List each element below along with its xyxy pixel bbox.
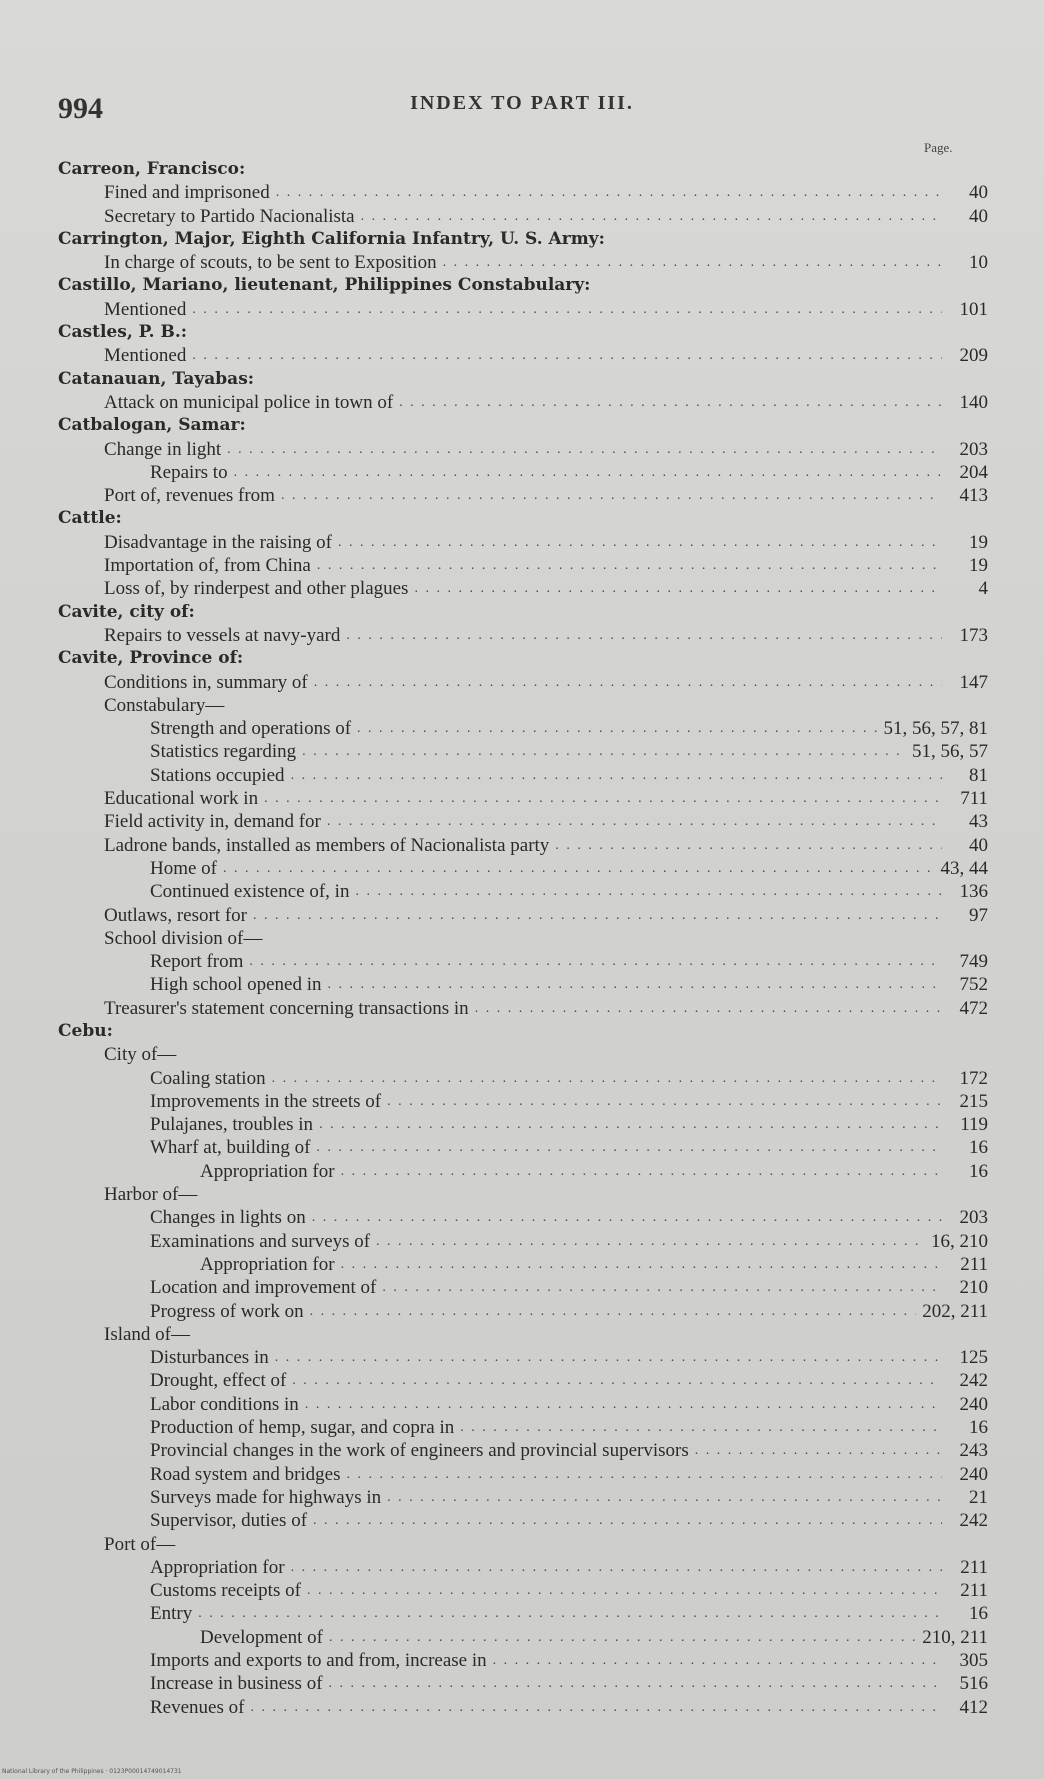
entry-text: Imports and exports to and from, increase in bbox=[150, 1650, 487, 1671]
entry-text: Castles, P. B.: bbox=[58, 322, 188, 343]
page-number: 994 bbox=[58, 92, 103, 125]
entry-page: 16 bbox=[969, 1137, 988, 1159]
entry-page: 97 bbox=[969, 904, 988, 926]
index-entry bbox=[58, 1230, 988, 1253]
leader-dots bbox=[355, 880, 942, 903]
running-title: INDEX TO PART III. bbox=[410, 92, 634, 114]
index-entry bbox=[58, 251, 988, 274]
entry-page: 173 bbox=[959, 624, 988, 646]
index-heading bbox=[58, 507, 988, 530]
leader-dots bbox=[307, 1579, 942, 1602]
entry-page: 147 bbox=[959, 671, 988, 693]
index-entry bbox=[58, 554, 988, 577]
entry-page: 516 bbox=[959, 1673, 988, 1695]
leader-dots bbox=[276, 181, 942, 204]
leader-dots bbox=[223, 857, 934, 880]
entry-page: 752 bbox=[959, 974, 988, 996]
entry-page: 240 bbox=[959, 1393, 988, 1415]
index-entry bbox=[58, 181, 988, 204]
entry-text: Entry bbox=[150, 1603, 193, 1625]
page-column-label: Page. bbox=[924, 140, 953, 155]
leader-dots bbox=[317, 554, 942, 577]
entry-page: 16, 210 bbox=[931, 1230, 988, 1252]
index-entry bbox=[58, 1113, 988, 1136]
entry-page: 749 bbox=[959, 951, 988, 973]
index-entry bbox=[58, 1160, 988, 1183]
entry-text: Importation of, from China bbox=[104, 555, 311, 577]
entry-page: 215 bbox=[959, 1090, 988, 1112]
index-entry bbox=[58, 787, 988, 810]
entry-text: Strength and operations of bbox=[150, 718, 352, 740]
entry-page: 413 bbox=[959, 485, 988, 507]
entry-text: Home of bbox=[150, 857, 218, 879]
entry-page: 172 bbox=[959, 1067, 988, 1089]
entry-text: Conditions in, summary of bbox=[104, 671, 308, 693]
entry-text: Appropriation for bbox=[200, 1160, 335, 1182]
leader-dots bbox=[346, 624, 942, 647]
entry-text: Drought, effect of bbox=[150, 1370, 287, 1392]
index-entry bbox=[58, 671, 988, 694]
index-entry bbox=[58, 1509, 988, 1532]
entry-page: 40 bbox=[969, 834, 988, 856]
entry-page: 81 bbox=[969, 764, 988, 786]
leader-dots bbox=[327, 810, 942, 833]
entry-page: 101 bbox=[959, 298, 988, 320]
entry-text: Cattle: bbox=[58, 508, 122, 529]
entry-text: Road system and bridges bbox=[150, 1463, 341, 1485]
entry-page: 202, 211 bbox=[922, 1300, 988, 1322]
index-entry bbox=[58, 577, 988, 600]
leader-dots bbox=[319, 1113, 942, 1136]
entry-text: Appropriation for bbox=[200, 1253, 335, 1275]
leader-dots bbox=[695, 1439, 942, 1462]
entry-page: 203 bbox=[959, 438, 988, 460]
index-entry bbox=[58, 1253, 988, 1276]
leader-dots bbox=[310, 1300, 917, 1323]
index-entry bbox=[58, 1556, 988, 1579]
entry-text: Continued existence of, in bbox=[150, 881, 350, 903]
leader-dots bbox=[329, 1672, 942, 1695]
index-entry bbox=[58, 857, 988, 880]
index-entry bbox=[58, 1602, 988, 1625]
entry-text: Outlaws, resort for bbox=[104, 904, 247, 926]
index-entry bbox=[58, 531, 988, 554]
index-entry bbox=[58, 1090, 988, 1113]
entry-page: 242 bbox=[959, 1370, 988, 1392]
entry-text: Field activity in, demand for bbox=[104, 811, 321, 833]
index-entry bbox=[58, 1463, 988, 1486]
leader-dots bbox=[275, 1346, 942, 1369]
entry-page: 43 bbox=[969, 811, 988, 833]
entry-text: Statistics regarding bbox=[150, 741, 297, 763]
entry-text: Disadvantage in the raising of bbox=[104, 531, 332, 553]
entry-text: Catbalogan, Samar: bbox=[58, 415, 246, 436]
index-heading bbox=[58, 228, 988, 251]
index-entry bbox=[58, 1486, 988, 1509]
entry-text: Development of bbox=[200, 1626, 323, 1648]
entry-text: Disturbances in bbox=[150, 1347, 269, 1369]
entry-text: Castillo, Mariano, lieutenant, Philippines Constabulary: bbox=[58, 275, 591, 296]
index-entry bbox=[58, 997, 988, 1020]
index-entry bbox=[58, 764, 988, 787]
entry-text: Carrington, Major, Eighth California Infantry, U. S. Army: bbox=[58, 228, 605, 249]
index-entry bbox=[58, 484, 988, 507]
index-entry bbox=[58, 810, 988, 833]
entry-page: 136 bbox=[959, 881, 988, 903]
index-heading bbox=[58, 368, 988, 391]
index-entry bbox=[58, 927, 988, 950]
index-entry bbox=[58, 973, 988, 996]
leader-dots bbox=[555, 834, 942, 857]
index-entry bbox=[58, 1043, 988, 1066]
entry-text: Wharf at, building of bbox=[150, 1137, 311, 1159]
entry-text: Mentioned bbox=[104, 345, 187, 367]
entry-text: Production of hemp, sugar, and copra in bbox=[150, 1417, 455, 1439]
leader-dots bbox=[341, 1253, 942, 1276]
entry-text: Fined and imprisoned bbox=[104, 182, 270, 204]
scan-footer: National Library of the Philippines · 0123P00014749014731 bbox=[2, 1768, 182, 1775]
entry-text: Location and improvement of bbox=[150, 1277, 377, 1299]
leader-dots bbox=[460, 1416, 942, 1439]
index-entry bbox=[58, 438, 988, 461]
entry-text: Harbor of— bbox=[104, 1184, 198, 1206]
index-entry bbox=[58, 1323, 988, 1346]
leader-dots bbox=[357, 717, 877, 740]
index-heading bbox=[58, 647, 988, 670]
entry-text: Cavite, Province of: bbox=[58, 648, 244, 669]
index-entry bbox=[58, 1369, 988, 1392]
index-entry bbox=[58, 1136, 988, 1159]
leader-dots bbox=[399, 391, 942, 414]
leader-dots bbox=[305, 1393, 942, 1416]
index-entry bbox=[58, 740, 988, 763]
entry-text: Coaling station bbox=[150, 1067, 266, 1089]
leader-dots bbox=[316, 1136, 942, 1159]
entry-page: 51, 56, 57, 81 bbox=[883, 718, 988, 740]
entry-page: 210, 211 bbox=[922, 1626, 988, 1648]
leader-dots bbox=[192, 298, 942, 321]
entry-text: Change in light bbox=[104, 438, 222, 460]
entry-text: Constabulary— bbox=[104, 694, 225, 716]
entry-text: Increase in business of bbox=[150, 1673, 323, 1695]
entry-text: Repairs to bbox=[150, 461, 228, 483]
entry-page: 711 bbox=[960, 788, 988, 810]
index-entry bbox=[58, 1067, 988, 1090]
entry-text: Attack on municipal police in town of bbox=[104, 391, 394, 413]
entry-text: Port of, revenues from bbox=[104, 485, 275, 507]
entry-text: Surveys made for highways in bbox=[150, 1486, 382, 1508]
index-entry bbox=[58, 1649, 988, 1672]
entry-text: Cavite, city of: bbox=[58, 601, 195, 622]
leader-dots bbox=[314, 671, 942, 694]
entry-text: Customs receipts of bbox=[150, 1580, 301, 1602]
entry-text: Repairs to vessels at navy-yard bbox=[104, 624, 341, 646]
index-entry bbox=[58, 205, 988, 228]
entry-text: Treasurer's statement concerning transactions in bbox=[104, 997, 469, 1019]
index-entry bbox=[58, 1183, 988, 1206]
entry-page: 51, 56, 57 bbox=[912, 741, 988, 763]
index-entry bbox=[58, 694, 988, 717]
entry-page: 472 bbox=[959, 997, 988, 1019]
entry-text: City of— bbox=[104, 1044, 177, 1066]
index-entry bbox=[58, 1439, 988, 1462]
entry-page: 10 bbox=[969, 252, 988, 274]
leader-dots bbox=[493, 1649, 942, 1672]
leader-dots bbox=[443, 251, 942, 274]
entry-text: Port of— bbox=[104, 1533, 176, 1555]
leader-dots bbox=[382, 1276, 942, 1299]
entry-page: 19 bbox=[969, 555, 988, 577]
index-entry bbox=[58, 1300, 988, 1323]
index-entry bbox=[58, 391, 988, 414]
index-entry bbox=[58, 624, 988, 647]
entry-text: In charge of scouts, to be sent to Exposition bbox=[104, 252, 437, 274]
index-entry bbox=[58, 1579, 988, 1602]
entry-page: 243 bbox=[959, 1440, 988, 1462]
entry-text: Supervisor, duties of bbox=[150, 1510, 308, 1532]
entry-text: Changes in lights on bbox=[150, 1207, 306, 1229]
entry-page: 119 bbox=[960, 1114, 988, 1136]
entry-text: Examinations and surveys of bbox=[150, 1230, 371, 1252]
leader-dots bbox=[227, 438, 942, 461]
leader-dots bbox=[234, 461, 942, 484]
leader-dots bbox=[376, 1230, 925, 1253]
entry-page: 211 bbox=[960, 1580, 988, 1602]
index-heading bbox=[58, 158, 988, 181]
leader-dots bbox=[328, 973, 942, 996]
entry-page: 40 bbox=[969, 205, 988, 227]
entry-text: Cebu: bbox=[58, 1020, 113, 1041]
index-entry bbox=[58, 298, 988, 321]
index-entry bbox=[58, 1206, 988, 1229]
index-entry bbox=[58, 1696, 988, 1719]
entry-page: 16 bbox=[969, 1160, 988, 1182]
leader-dots bbox=[272, 1067, 942, 1090]
index-entry bbox=[58, 1626, 988, 1649]
leader-dots bbox=[198, 1602, 942, 1625]
entry-text: Stations occupied bbox=[150, 764, 285, 786]
entry-text: Revenues of bbox=[150, 1696, 245, 1718]
entry-page: 4 bbox=[978, 578, 988, 600]
entry-page: 305 bbox=[959, 1650, 988, 1671]
entry-text: High school opened in bbox=[150, 974, 322, 996]
leader-dots bbox=[291, 1556, 942, 1579]
leader-dots bbox=[313, 1509, 942, 1532]
leader-dots bbox=[291, 764, 942, 787]
entry-page: 16 bbox=[969, 1417, 988, 1439]
leader-dots bbox=[302, 740, 906, 763]
entry-text: Improvements in the streets of bbox=[150, 1090, 382, 1112]
entry-page: 203 bbox=[959, 1207, 988, 1229]
leader-dots bbox=[387, 1090, 942, 1113]
index-entry bbox=[58, 1276, 988, 1299]
index-entry bbox=[58, 1533, 988, 1556]
leader-dots bbox=[387, 1486, 942, 1509]
entry-text: Provincial changes in the work of engineers and provincial supervisors bbox=[150, 1440, 689, 1462]
leader-dots bbox=[250, 1696, 942, 1719]
leader-dots bbox=[329, 1626, 916, 1649]
index-heading bbox=[58, 1020, 988, 1043]
entry-page: 209 bbox=[959, 345, 988, 367]
leader-dots bbox=[264, 787, 942, 810]
entry-text: Catanauan, Tayabas: bbox=[58, 368, 255, 389]
entry-page: 21 bbox=[969, 1486, 988, 1508]
index-entry bbox=[58, 904, 988, 927]
entry-text: Educational work in bbox=[104, 788, 259, 810]
index-entry bbox=[58, 1346, 988, 1369]
entry-page: 412 bbox=[959, 1696, 988, 1718]
index-heading bbox=[58, 321, 988, 344]
index-entry bbox=[58, 717, 988, 740]
leader-dots bbox=[249, 950, 942, 973]
leader-dots bbox=[192, 344, 942, 367]
leader-dots bbox=[347, 1463, 942, 1486]
entry-page: 240 bbox=[959, 1463, 988, 1485]
entry-text: Secretary to Partido Nacionalista bbox=[104, 205, 355, 227]
entry-page: 204 bbox=[959, 461, 988, 483]
entry-text: School division of— bbox=[104, 927, 263, 949]
index-entries bbox=[58, 158, 988, 1719]
leader-dots bbox=[341, 1160, 942, 1183]
entry-page: 125 bbox=[959, 1347, 988, 1369]
entry-text: Appropriation for bbox=[150, 1556, 285, 1578]
index-entry bbox=[58, 834, 988, 857]
index-entry bbox=[58, 344, 988, 367]
leader-dots bbox=[292, 1369, 942, 1392]
entry-text: Loss of, by rinderpest and other plagues bbox=[104, 578, 409, 600]
entry-text: Progress of work on bbox=[150, 1300, 304, 1322]
entry-text: Labor conditions in bbox=[150, 1393, 299, 1415]
entry-page: 40 bbox=[969, 182, 988, 204]
leader-dots bbox=[475, 997, 942, 1020]
index-entry bbox=[58, 880, 988, 903]
entry-page: 211 bbox=[960, 1556, 988, 1578]
entry-page: 43, 44 bbox=[940, 857, 988, 879]
entry-text: Ladrone bands, installed as members of Nacionalista party bbox=[104, 834, 550, 856]
index-entry bbox=[58, 1416, 988, 1439]
entry-text: Report from bbox=[150, 951, 244, 973]
entry-text: Mentioned bbox=[104, 298, 187, 320]
entry-page: 242 bbox=[959, 1510, 988, 1532]
leader-dots bbox=[312, 1206, 942, 1229]
leader-dots bbox=[414, 577, 942, 600]
index-entry bbox=[58, 950, 988, 973]
leader-dots bbox=[361, 205, 942, 228]
index-entry bbox=[58, 1393, 988, 1416]
entry-text: Pulajanes, troubles in bbox=[150, 1114, 314, 1136]
index-heading bbox=[58, 414, 988, 437]
entry-page: 19 bbox=[969, 531, 988, 553]
index-heading bbox=[58, 274, 988, 297]
entry-page: 210 bbox=[959, 1277, 988, 1299]
index-entry bbox=[58, 1672, 988, 1695]
index-entry bbox=[58, 461, 988, 484]
index-heading bbox=[58, 601, 988, 624]
entry-page: 211 bbox=[960, 1253, 988, 1275]
leader-dots bbox=[338, 531, 942, 554]
entry-page: 16 bbox=[969, 1603, 988, 1625]
leader-dots bbox=[281, 484, 942, 507]
entry-text: Island of— bbox=[104, 1323, 191, 1345]
entry-page: 140 bbox=[959, 391, 988, 413]
entry-text: Carreon, Francisco: bbox=[58, 159, 246, 179]
leader-dots bbox=[253, 904, 942, 927]
